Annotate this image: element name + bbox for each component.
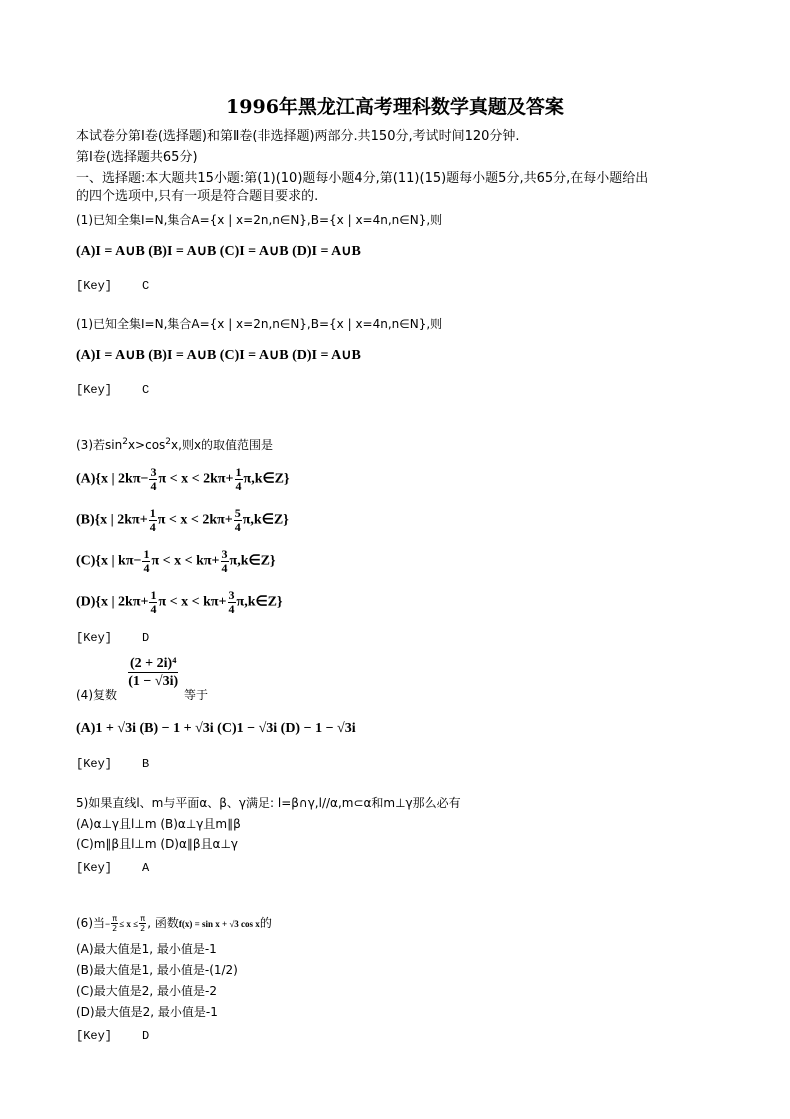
numerator: 3: [221, 547, 228, 561]
question-3-option-a: [76, 466, 290, 493]
denominator: 4: [150, 479, 157, 493]
question-1b-stem: (1)已知全集I=N,集合A={x | x=2n,n∈N},B={x | x=4n,n∈N},则: [76, 317, 443, 331]
numerator: 5: [234, 506, 241, 520]
key-label: [Key]: [76, 631, 113, 645]
denominator: 4: [234, 520, 241, 534]
numerator: (2 + 2i)⁴: [130, 656, 177, 671]
question-5-stem: 5)如果直线l、m与平面α、β、γ满足: l=β∩γ,l//α,m⊂α和m⊥γ那么必有: [76, 796, 461, 810]
fraction: [228, 589, 236, 616]
key-value: C: [142, 383, 150, 397]
key-label: [Key]: [76, 1029, 113, 1043]
exponent: 2: [122, 437, 128, 447]
page-title: 1996年黑龙江高考理科数学真题及答案: [226, 96, 564, 118]
stem-part: x>cos: [127, 438, 166, 452]
question-5-options-row-1: (A)α⊥γ且l⊥m (B)α⊥γ且m∥β: [76, 817, 241, 831]
fraction: [149, 507, 157, 534]
key-value: A: [142, 861, 150, 875]
key-label: [Key]: [76, 279, 113, 293]
fraction: [234, 507, 242, 534]
key-label: [Key]: [76, 383, 113, 397]
intro-text: 本试卷分第Ⅰ卷(选择题)和第Ⅱ卷(非选择题)两部分.共150分,考试时间120分钟.: [76, 129, 520, 144]
stem-part: x,则x的取值范围是: [171, 438, 274, 452]
denominator: 4: [235, 479, 242, 493]
numerator: 1: [149, 506, 156, 520]
question-5-key: [76, 860, 149, 876]
question-1b-options: (A)I = A∪B (B)I = A∪B (C)I = A∪B (D)I = A∪B: [76, 348, 361, 363]
numerator: 1: [150, 588, 157, 602]
denominator: 4: [143, 561, 150, 575]
option-text: π,k∈Z}: [236, 594, 283, 610]
numerator: 3: [228, 588, 235, 602]
option-text: π < x < kπ+: [151, 553, 220, 569]
question-6-stem: [76, 914, 272, 933]
question-6-option-a: (A)最大值是1, 最小值是-1: [76, 942, 217, 956]
question-6-option-c: (C)最大值是2, 最小值是-2: [76, 984, 217, 998]
question-6-option-d: (D)最大值是2, 最小值是-1: [76, 1005, 218, 1019]
question-3-option-b: [76, 507, 289, 534]
question-4-stem-prefix: (4)复数: [76, 688, 117, 702]
question-3-option-d: [76, 589, 283, 616]
key-value: C: [142, 279, 150, 293]
question-3-stem: [76, 434, 273, 453]
fraction: [149, 589, 157, 616]
option-text: π,k∈Z}: [243, 471, 290, 487]
key-label: [Key]: [76, 757, 113, 771]
fraction: [111, 914, 118, 933]
instruction-line-1: 一、选择题:本大题共15小题:第(1)(10)题每小题4分,第(11)(15)题每小题5分,共65分,在每小题给出: [76, 171, 649, 186]
denominator: (1 − √3i): [128, 674, 179, 689]
stem-part: (3)若sin: [76, 438, 123, 452]
numerator: π: [112, 914, 118, 923]
denominator: 4: [221, 561, 228, 575]
condition-part: ≤ x ≤: [119, 919, 139, 929]
denominator: 2: [112, 924, 118, 933]
numerator: 1: [235, 465, 242, 479]
key-label: [Key]: [76, 861, 113, 875]
fraction: [149, 466, 157, 493]
denominator: 4: [150, 602, 157, 616]
stem-part: (6)当: [76, 916, 105, 930]
option-text: (B){x | 2kπ+: [76, 512, 148, 528]
option-text: π < x < kπ+: [158, 594, 227, 610]
question-4-key: [76, 756, 149, 772]
option-text: π,k∈Z}: [242, 512, 289, 528]
question-1-key: [76, 278, 149, 294]
condition-part: −: [105, 919, 111, 929]
option-text: (D){x | 2kπ+: [76, 594, 149, 610]
numerator: π: [140, 914, 146, 923]
function-expression: f(x) = sin x + √3 cos x: [178, 919, 260, 929]
exponent: 2: [165, 437, 172, 447]
fraction: [221, 548, 229, 575]
fraction: [142, 548, 150, 575]
question-6-key: [76, 1028, 149, 1044]
numerator: 1: [143, 547, 150, 561]
key-value: D: [142, 1029, 150, 1043]
fraction: [235, 466, 243, 493]
key-value: B: [142, 757, 150, 771]
denominator: 4: [228, 602, 235, 616]
instruction-line-2: 的四个选项中,只有一项是符合题目要求的.: [76, 189, 319, 204]
question-4-fraction: [128, 655, 178, 690]
question-1-options: (A)I = A∪B (B)I = A∪B (C)I = A∪B (D)I = A∪B: [76, 244, 361, 259]
question-1b-key: [76, 382, 149, 398]
key-value: D: [142, 631, 150, 645]
question-3-option-c: [76, 548, 276, 575]
part1-heading: 第Ⅰ卷(选择题共65分): [76, 150, 198, 165]
option-text: π < x < 2kπ+: [157, 512, 233, 528]
option-text: π < x < 2kπ+: [158, 471, 234, 487]
question-1-stem: (1)已知全集I=N,集合A={x | x=2n,n∈N},B={x | x=4n,n∈N},则: [76, 213, 443, 227]
denominator: 2: [140, 924, 146, 933]
fraction: [139, 914, 146, 933]
stem-part: 的: [259, 916, 272, 930]
option-text: (C){x | kπ−: [76, 553, 142, 569]
numerator: 3: [150, 465, 157, 479]
option-text: π,k∈Z}: [229, 553, 276, 569]
question-3-key: [76, 630, 149, 646]
question-5-options-row-2: (C)m∥β且l⊥m (D)α∥β且α⊥γ: [76, 837, 239, 851]
question-4-stem-suffix: 等于: [184, 688, 209, 702]
question-4-options: (A)1 + √3i (B) − 1 + √3i (C)1 − √3i (D) − 1 − √3i: [76, 721, 356, 736]
denominator: 4: [149, 520, 156, 534]
question-6-option-b: (B)最大值是1, 最小值是-(1/2): [76, 963, 238, 977]
stem-part: , 函数: [147, 916, 179, 930]
option-text: (A){x | 2kπ−: [76, 471, 149, 487]
